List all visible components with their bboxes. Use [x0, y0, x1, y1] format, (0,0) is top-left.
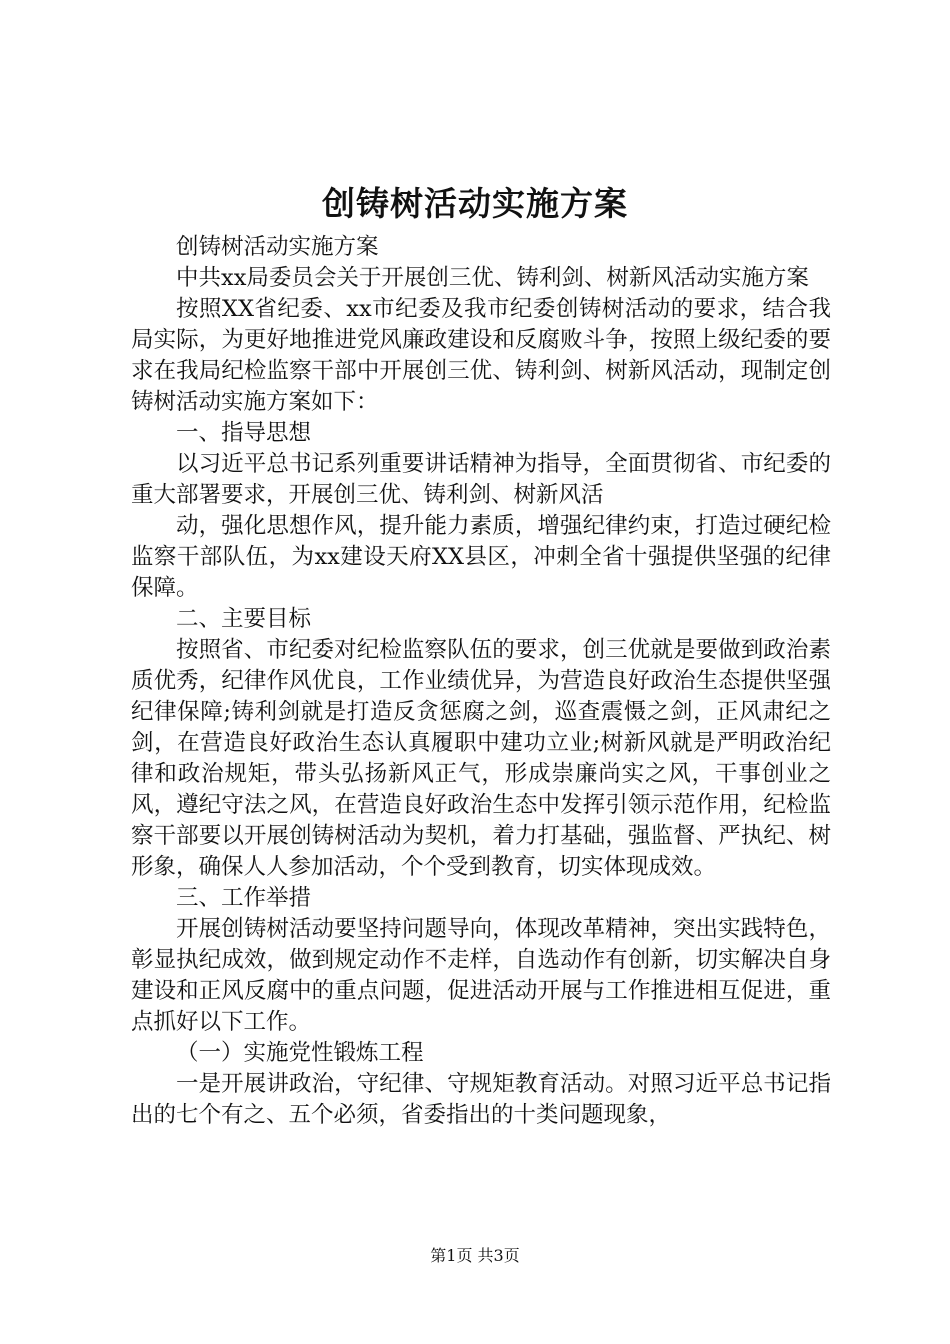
paragraph: 开展创铸树活动要坚持问题导向，体现改革精神，突出实践特色，彰显执纪成效，做到规定动作不走样，自选动作有创新，切实解决自身建设和正风反腐中的重点问题，促进活动开展与工作推进相互促进，重点抓好以下工作。: [131, 916, 831, 1035]
document-title: 创铸树活动实施方案: [322, 184, 628, 223]
paragraph: 按照省、市纪委对纪检监察队伍的要求，创三优就是要做到政治素质优秀，纪律作风优良，工作业绩优异，为营造良好政治生态提供坚强纪律保障;铸利剑就是打造反贪惩腐之剑，巡查震慑之剑，正风肃纪之剑，在营造良好政治生态认真履职中建功立业;树新风就是严明政治纪律和政治规矩，带头弘扬新风正气，形成崇廉尚实之风，干事创业之风，遵纪守法之风，在营造良好政治生态中发挥引领示范作用，纪检监察干部要以开展创铸树活动为契机，着力打基础，强监督、严执纪、树形象，确保人人参加活动，个个受到教育，切实体现成效。: [131, 637, 831, 880]
paragraph: 创铸树活动实施方案: [176, 234, 379, 260]
paragraph: 动，强化思想作风，提升能力素质，增强纪律约束，打造过硬纪检监察干部队伍，为xx建设天府XX县区，冲刺全省十强提供坚强的纪律保障。: [131, 513, 831, 601]
paragraph: 中共xx局委员会关于开展创三优、铸利剑、树新风活动实施方案: [176, 265, 809, 291]
section-heading: 三、工作举措: [176, 885, 312, 911]
paragraph: 按照XX省纪委、xx市纪委及我市纪委创铸树活动的要求，结合我局实际，为更好地推进党风廉政建设和反腐败斗争，按照上级纪委的要求在我局纪检监察干部中开展创三优、铸利剑、树新风活动，现制定创铸树活动实施方案如下：: [131, 296, 831, 415]
paragraph: 以习近平总书记系列重要讲话精神为指导，全面贯彻省、市纪委的重大部署要求，开展创三优、铸利剑、树新风活: [131, 451, 831, 508]
paragraph: 一是开展讲政治，守纪律、守规矩教育活动。对照习近平总书记指出的七个有之、五个必须，省委指出的十类问题现象，: [131, 1071, 831, 1128]
page-footer: 第1页 共3页: [430, 1246, 520, 1265]
subsection-heading: （一）实施党性锻炼工程: [176, 1040, 424, 1066]
section-heading: 一、指导思想: [176, 420, 312, 446]
section-heading: 二、主要目标: [176, 606, 312, 632]
document-body: [131, 232, 831, 1131]
